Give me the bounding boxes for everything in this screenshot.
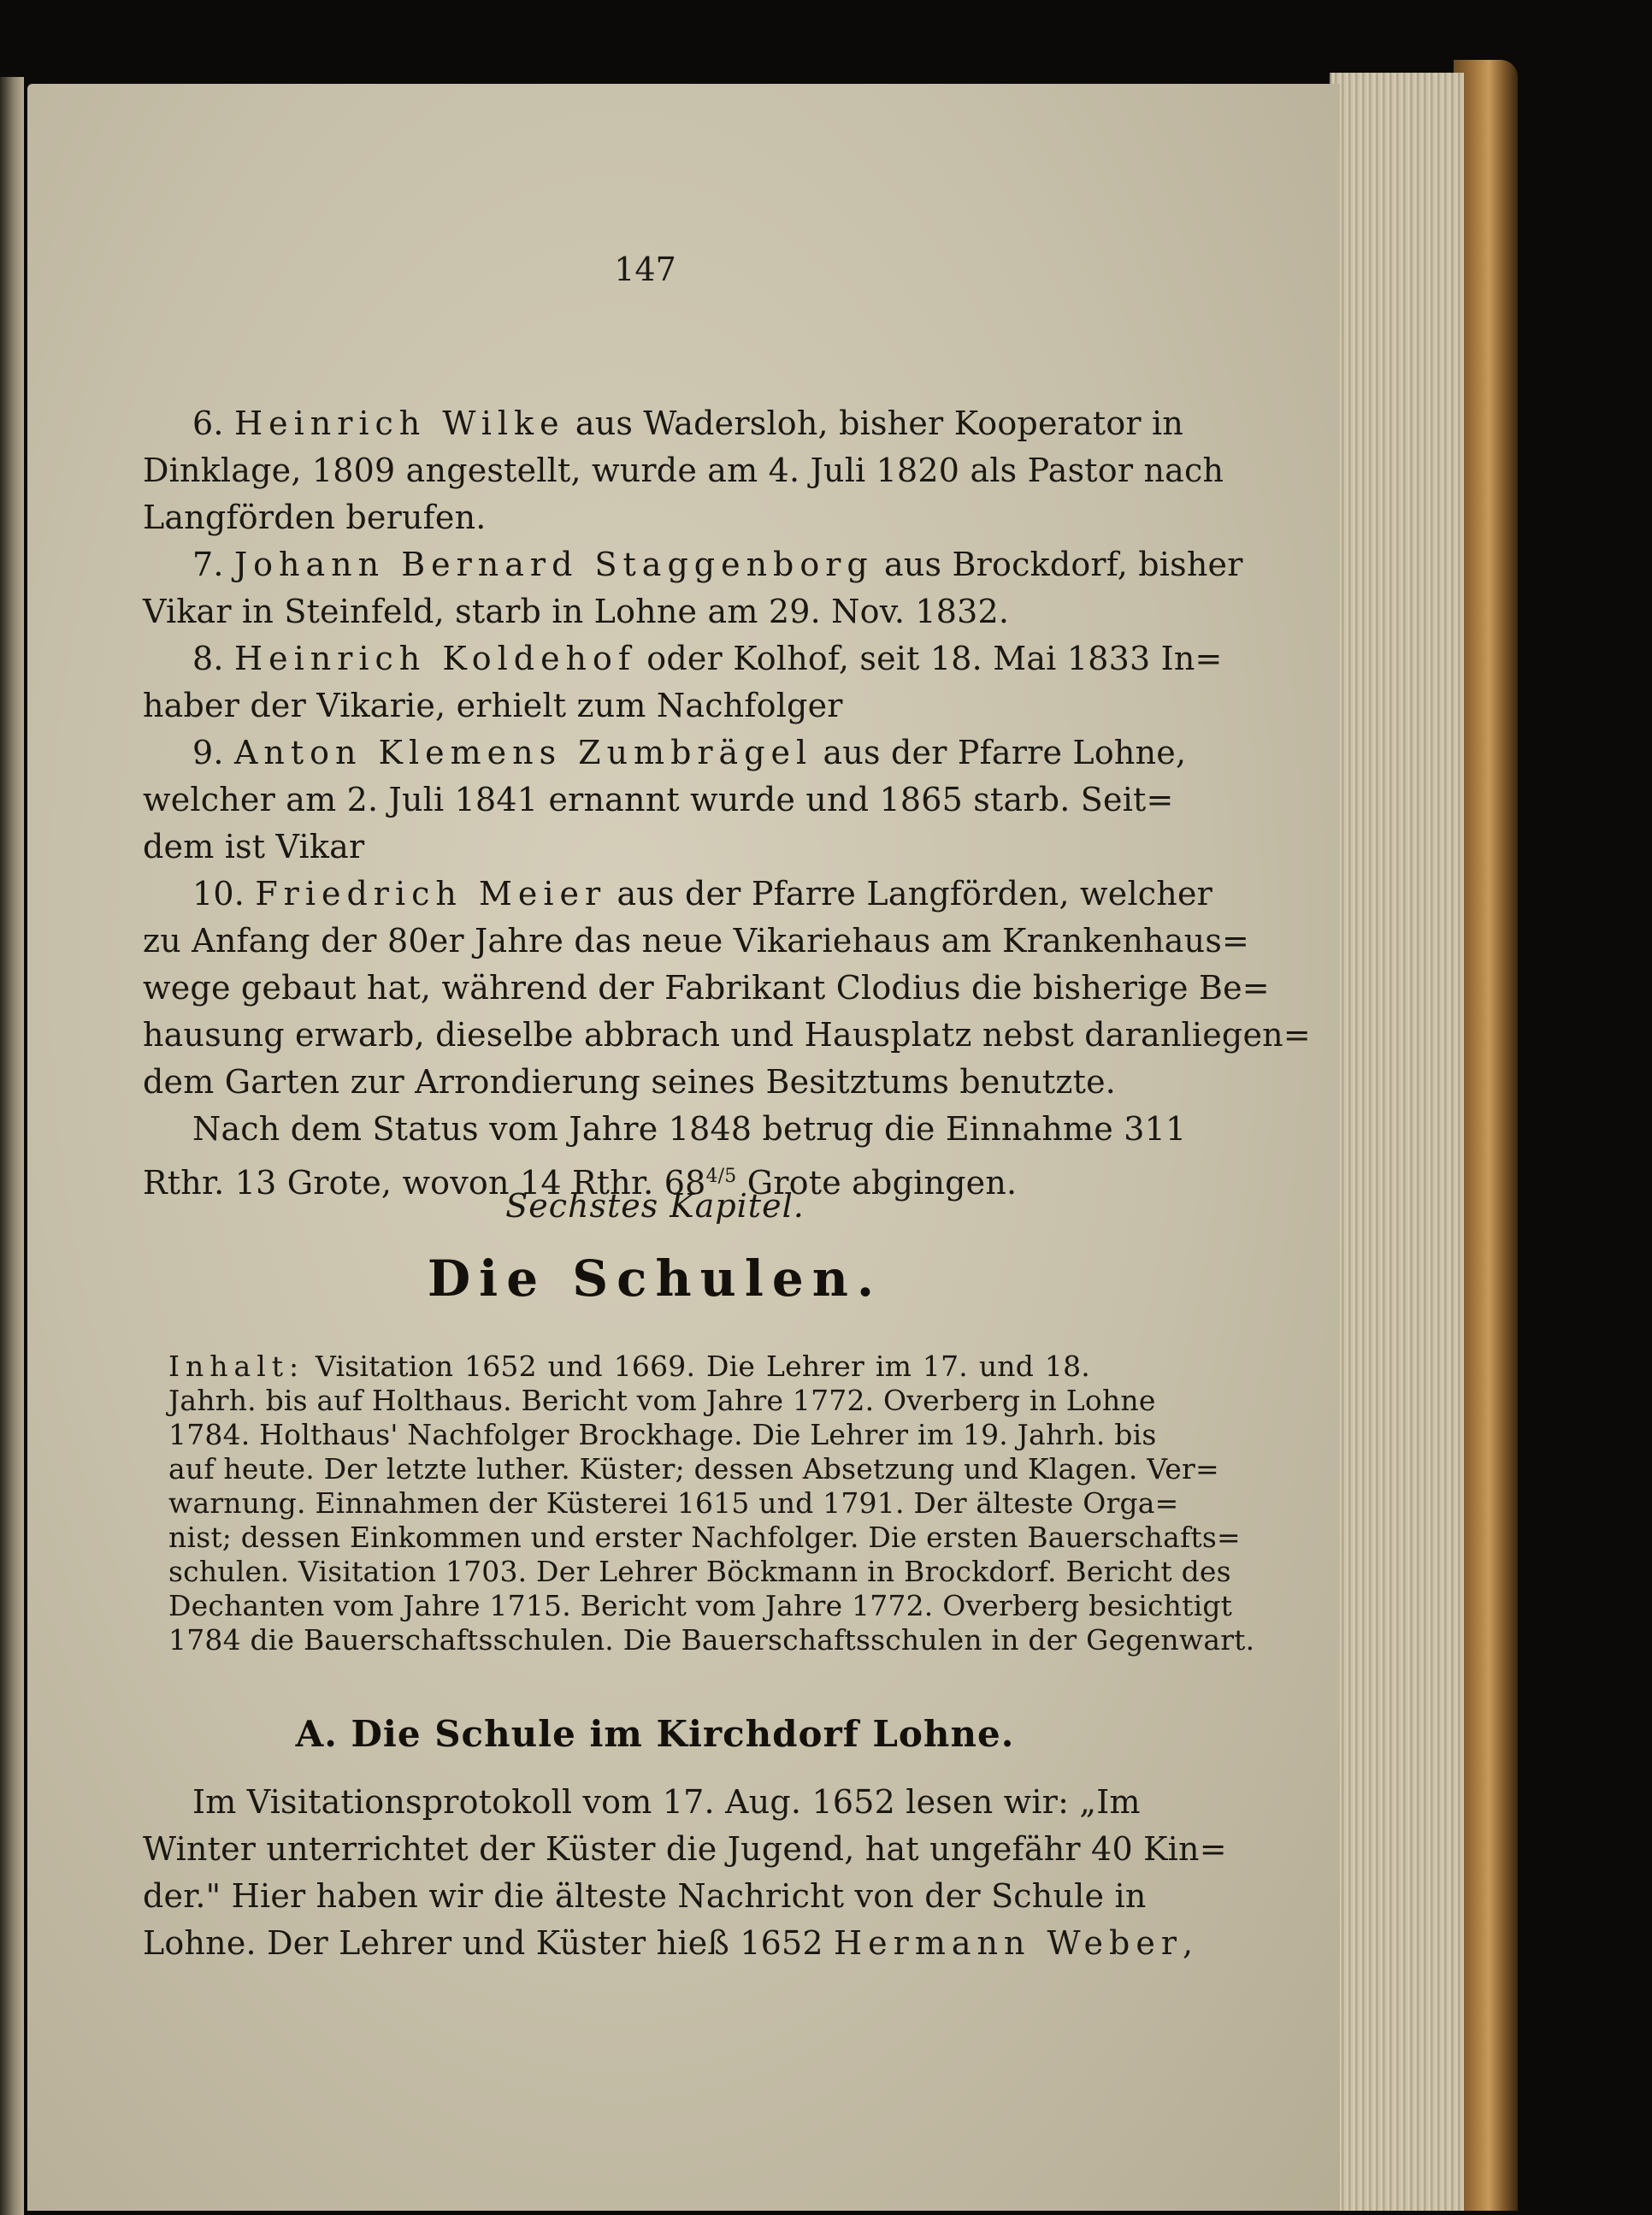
list-line: 10. Friedrich Meier aus der Pfarre Langförden, welcher [192, 875, 1213, 913]
contents-line: schulen. Visitation 1703. Der Lehrer Böckmann in Brockdorf. Bericht des [168, 1555, 1231, 1588]
page-number: 147 [614, 251, 676, 288]
list-line: Vikar in Steinfeld, starb in Lohne am 29. Nov. 1832. [143, 593, 1010, 630]
left-page-edge [0, 77, 24, 2215]
body-text [143, 1779, 1227, 1967]
chapter-contents [168, 1350, 1255, 1657]
section-heading: A. Die Schule im Kirchdorf Lohne. [295, 1713, 1015, 1755]
contents-line: Jahrh. bis auf Holthaus. Bericht vom Jahre 1772. Overberg in Lohne [168, 1384, 1156, 1417]
list-line: wege gebaut hat, während der Fabrikant Clodius die bisherige Be= [143, 969, 1270, 1007]
body-line: Lohne. Der Lehrer und Küster hieß 1652 Hermann Weber, [143, 1924, 1194, 1962]
list-line: Dinklage, 1809 angestellt, wurde am 4. Juli 1820 als Pastor nach [143, 452, 1224, 489]
list-line: Nach dem Status vom Jahre 1848 betrug die Einnahme 311 [192, 1110, 1187, 1148]
list-line: Langförden berufen. [143, 499, 487, 536]
list-line: 7. Johann Bernard Staggenborg aus Brockdorf, bisher [192, 546, 1243, 583]
contents-line: 1784 die Bauerschaftsschulen. Die Bauerschaftsschulen in der Gegenwart. [168, 1623, 1255, 1657]
contents-line: Inhalt: Visitation 1652 und 1669. Die Lehrer im 17. und 18. [168, 1350, 1090, 1383]
contents-line: Dechanten vom Jahre 1715. Bericht vom Jahre 1772. Overberg besichtigt [168, 1589, 1233, 1622]
chapter-label: Sechstes Kapitel. [505, 1187, 805, 1225]
contents-line: auf heute. Der letzte luther. Küster; dessen Absetzung und Klagen. Ver= [168, 1452, 1219, 1486]
list-line: 6. Heinrich Wilke aus Waderslоh, bisher Kooperator in [192, 405, 1184, 442]
list-line: welcher am 2. Juli 1841 ernannt wurde und 1865 starb. Seit= [143, 781, 1174, 818]
list-line: 8. Heinrich Koldehof oder Kolhof, seit 18. Mai 1833 In= [192, 640, 1223, 677]
list-line: 9. Anton Klemens Zumbrägel aus der Pfarre Lohne, [192, 734, 1187, 771]
contents-line: nist; dessen Einkommen und erster Nachfolger. Die ersten Bauerschafts= [168, 1521, 1241, 1554]
body-line: Winter unterrichtet der Küster die Jugend, hat ungefähr 40 Kin= [143, 1830, 1227, 1868]
fraction: 4/5 [705, 1166, 737, 1187]
list-line: dem ist Vikar [143, 828, 365, 865]
pastor-list [143, 400, 1311, 1207]
contents-line: 1784. Holthaus' Nachfolger Brockhage. Die Lehrer im 19. Jahrh. bis [168, 1418, 1157, 1451]
body-line: Im Visitationsprotokoll vom 17. Aug. 1652 lesen wir: „Im [192, 1783, 1141, 1821]
list-line: zu Anfang der 80er Jahre das neue Vikariehaus am Krankenhaus= [143, 922, 1250, 960]
list-line: hausung erwarb, dieselbe abbrach und Hausplatz nebst daranliegen= [143, 1016, 1311, 1054]
list-line: haber der Vikarie, erhielt zum Nachfolger [143, 687, 843, 724]
body-line: der." Hier haben wir die älteste Nachricht von der Schule in [143, 1877, 1147, 1915]
book-page [27, 84, 1340, 2211]
contents-line: warnung. Einnahmen der Küsterei 1615 und 1791. Der älteste Orga= [168, 1486, 1179, 1520]
list-line: dem Garten zur Arrondierung seines Besitztums benutzte. [143, 1063, 1117, 1101]
chapter-title: Die Schulen. [427, 1249, 883, 1308]
list-line: Rthr. 13 Grote, wovon 14 Rthr. $68^{4/5}$ Grote abgingen. [143, 1164, 1018, 1202]
page-stack-edge [1330, 73, 1464, 2211]
